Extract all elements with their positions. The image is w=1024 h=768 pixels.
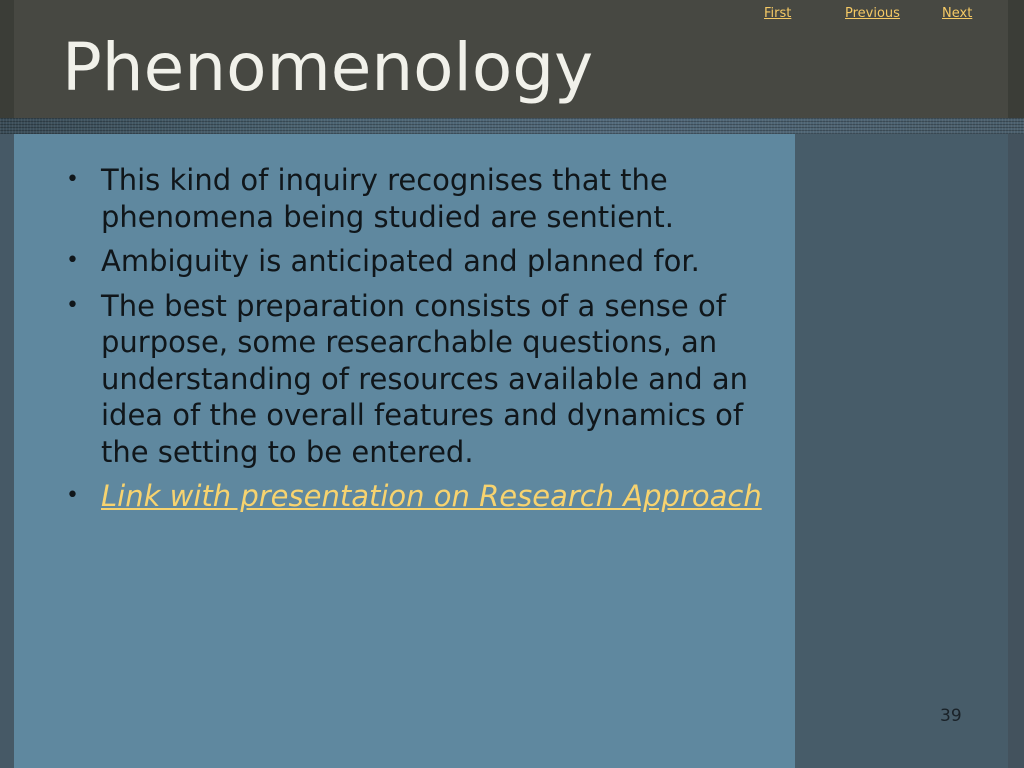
bullet-item-link bbox=[62, 478, 782, 515]
nav-next-link[interactable]: Next bbox=[942, 6, 973, 21]
nav-first-link[interactable]: First bbox=[764, 6, 792, 21]
bullet-marker: • bbox=[66, 483, 79, 508]
decorative-band bbox=[0, 118, 1024, 134]
bullet-text: This kind of inquiry recognises that the phenomena being studied are sentient. bbox=[101, 163, 675, 234]
bullet-list bbox=[62, 162, 782, 523]
slide-title: Phenomenology bbox=[62, 29, 594, 106]
bullet-marker: • bbox=[66, 248, 79, 273]
bullet-marker: • bbox=[66, 167, 79, 192]
slide-number: 39 bbox=[940, 706, 962, 726]
header-right-strip bbox=[1008, 0, 1024, 118]
bullet-item bbox=[62, 162, 782, 235]
research-approach-link[interactable]: Link with presentation on Research Approach bbox=[101, 479, 762, 513]
bullet-item bbox=[62, 243, 782, 280]
bullet-marker: • bbox=[66, 292, 79, 318]
bullet-text: Ambiguity is anticipated and planned for. bbox=[101, 244, 700, 278]
header-left-strip bbox=[0, 0, 14, 118]
side-panel bbox=[795, 134, 1008, 768]
nav-previous-link[interactable]: Previous bbox=[845, 6, 900, 21]
bullet-item bbox=[62, 288, 782, 471]
bullet-text: The best preparation consists of a sense of purpose, some researchable questions, an understanding of resources available and an idea of the overall features and dynamics of the setting to be entered. bbox=[101, 288, 749, 469]
